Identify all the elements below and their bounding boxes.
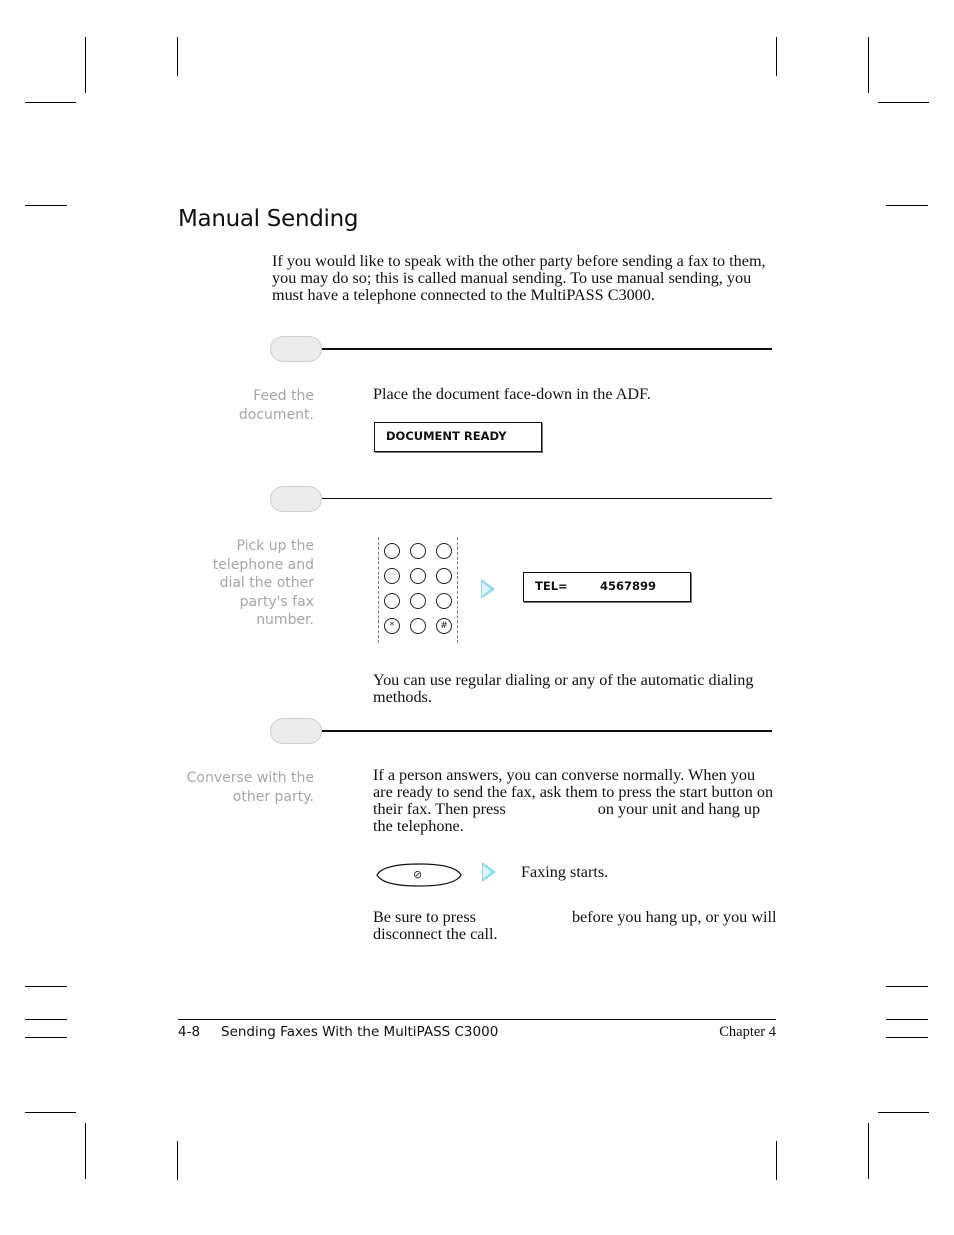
arrow-right-icon: [481, 579, 495, 599]
crop-mark: [25, 102, 76, 103]
step-2-side-label: Pick up the telephone and dial the other party's fax number.: [212, 538, 314, 629]
lcd-tel-number: 4567899: [600, 579, 657, 593]
keypad-key: [410, 593, 426, 609]
footer-chapter: Chapter 4: [719, 1024, 776, 1040]
crop-mark: [878, 1112, 929, 1113]
crop-mark: [776, 1141, 777, 1180]
step-3-marker: [270, 718, 322, 744]
footer-rule: [178, 1019, 776, 1020]
page-number: 4-8: [178, 1024, 201, 1040]
keypad-key: [436, 543, 452, 559]
numeric-keypad: [378, 537, 458, 643]
step-3-side-label: Converse with the other party.: [186, 770, 314, 805]
crop-mark: [25, 1037, 67, 1038]
lcd-tel-label: TEL=: [535, 579, 568, 593]
crop-mark: [886, 1037, 928, 1038]
step-1-side-label: Feed the document.: [238, 388, 314, 423]
crop-mark: [85, 1123, 86, 1179]
page-title: Manual Sending: [178, 206, 359, 232]
keypad-key: [410, 618, 426, 634]
crop-mark: [878, 102, 929, 103]
step-2-marker: [270, 486, 322, 512]
keypad-key: [384, 543, 400, 559]
crop-mark: [886, 1019, 928, 1020]
step-1-instruction: Place the document face-down in the ADF.: [373, 385, 651, 403]
keypad-key-star: *: [384, 618, 400, 634]
step-1-rule: [322, 348, 772, 350]
keypad-key: [410, 543, 426, 559]
crop-mark: [177, 37, 178, 76]
crop-mark: [886, 986, 928, 987]
crop-mark: [886, 205, 928, 206]
step-3-instruction: If a person answers, you can converse normally. When you are ready to send the fax, ask them to press the start button on their fax. Then press on your unit and hang up the telephone.: [373, 766, 774, 835]
keypad-key: [436, 568, 452, 584]
crop-mark: [25, 1112, 76, 1113]
lcd-display-document-ready: DOCUMENT READY: [374, 422, 542, 452]
step-2-note: You can use regular dialing or any of the automatic dialing methods.: [373, 671, 754, 706]
crop-mark: [776, 37, 777, 76]
step-3-warning: Be sure to press before you hang up, or you will disconnect the call.: [373, 908, 777, 943]
step-3-rule: [322, 730, 772, 732]
footer-section: Sending Faxes With the MultiPASS C3000: [221, 1024, 499, 1040]
keypad-key: [436, 593, 452, 609]
crop-mark: [868, 1123, 869, 1179]
keypad-key: [384, 593, 400, 609]
step-1-marker: [270, 336, 322, 362]
step-2-rule: [322, 498, 772, 499]
crop-mark: [85, 37, 86, 93]
keypad-key: [384, 568, 400, 584]
intro-paragraph: If you would like to speak with the other party before sending a fax to them, you may do so; this is called manual sending. To use manual sending, you must have a telephone connected to the MultiPASS C3000.: [272, 252, 766, 304]
keypad-key: [410, 568, 426, 584]
footer-left: [178, 1024, 498, 1040]
crop-mark: [868, 37, 869, 93]
crop-mark: [25, 1019, 67, 1020]
faxing-starts-text: Faxing starts.: [521, 863, 609, 881]
keypad-key-hash: #: [436, 618, 452, 634]
crop-mark: [25, 986, 67, 987]
lcd-display-tel: [523, 572, 691, 602]
crop-mark: [177, 1141, 178, 1180]
arrow-right-icon: [482, 862, 496, 882]
start-symbol: ⊘: [413, 868, 423, 881]
crop-mark: [25, 205, 67, 206]
